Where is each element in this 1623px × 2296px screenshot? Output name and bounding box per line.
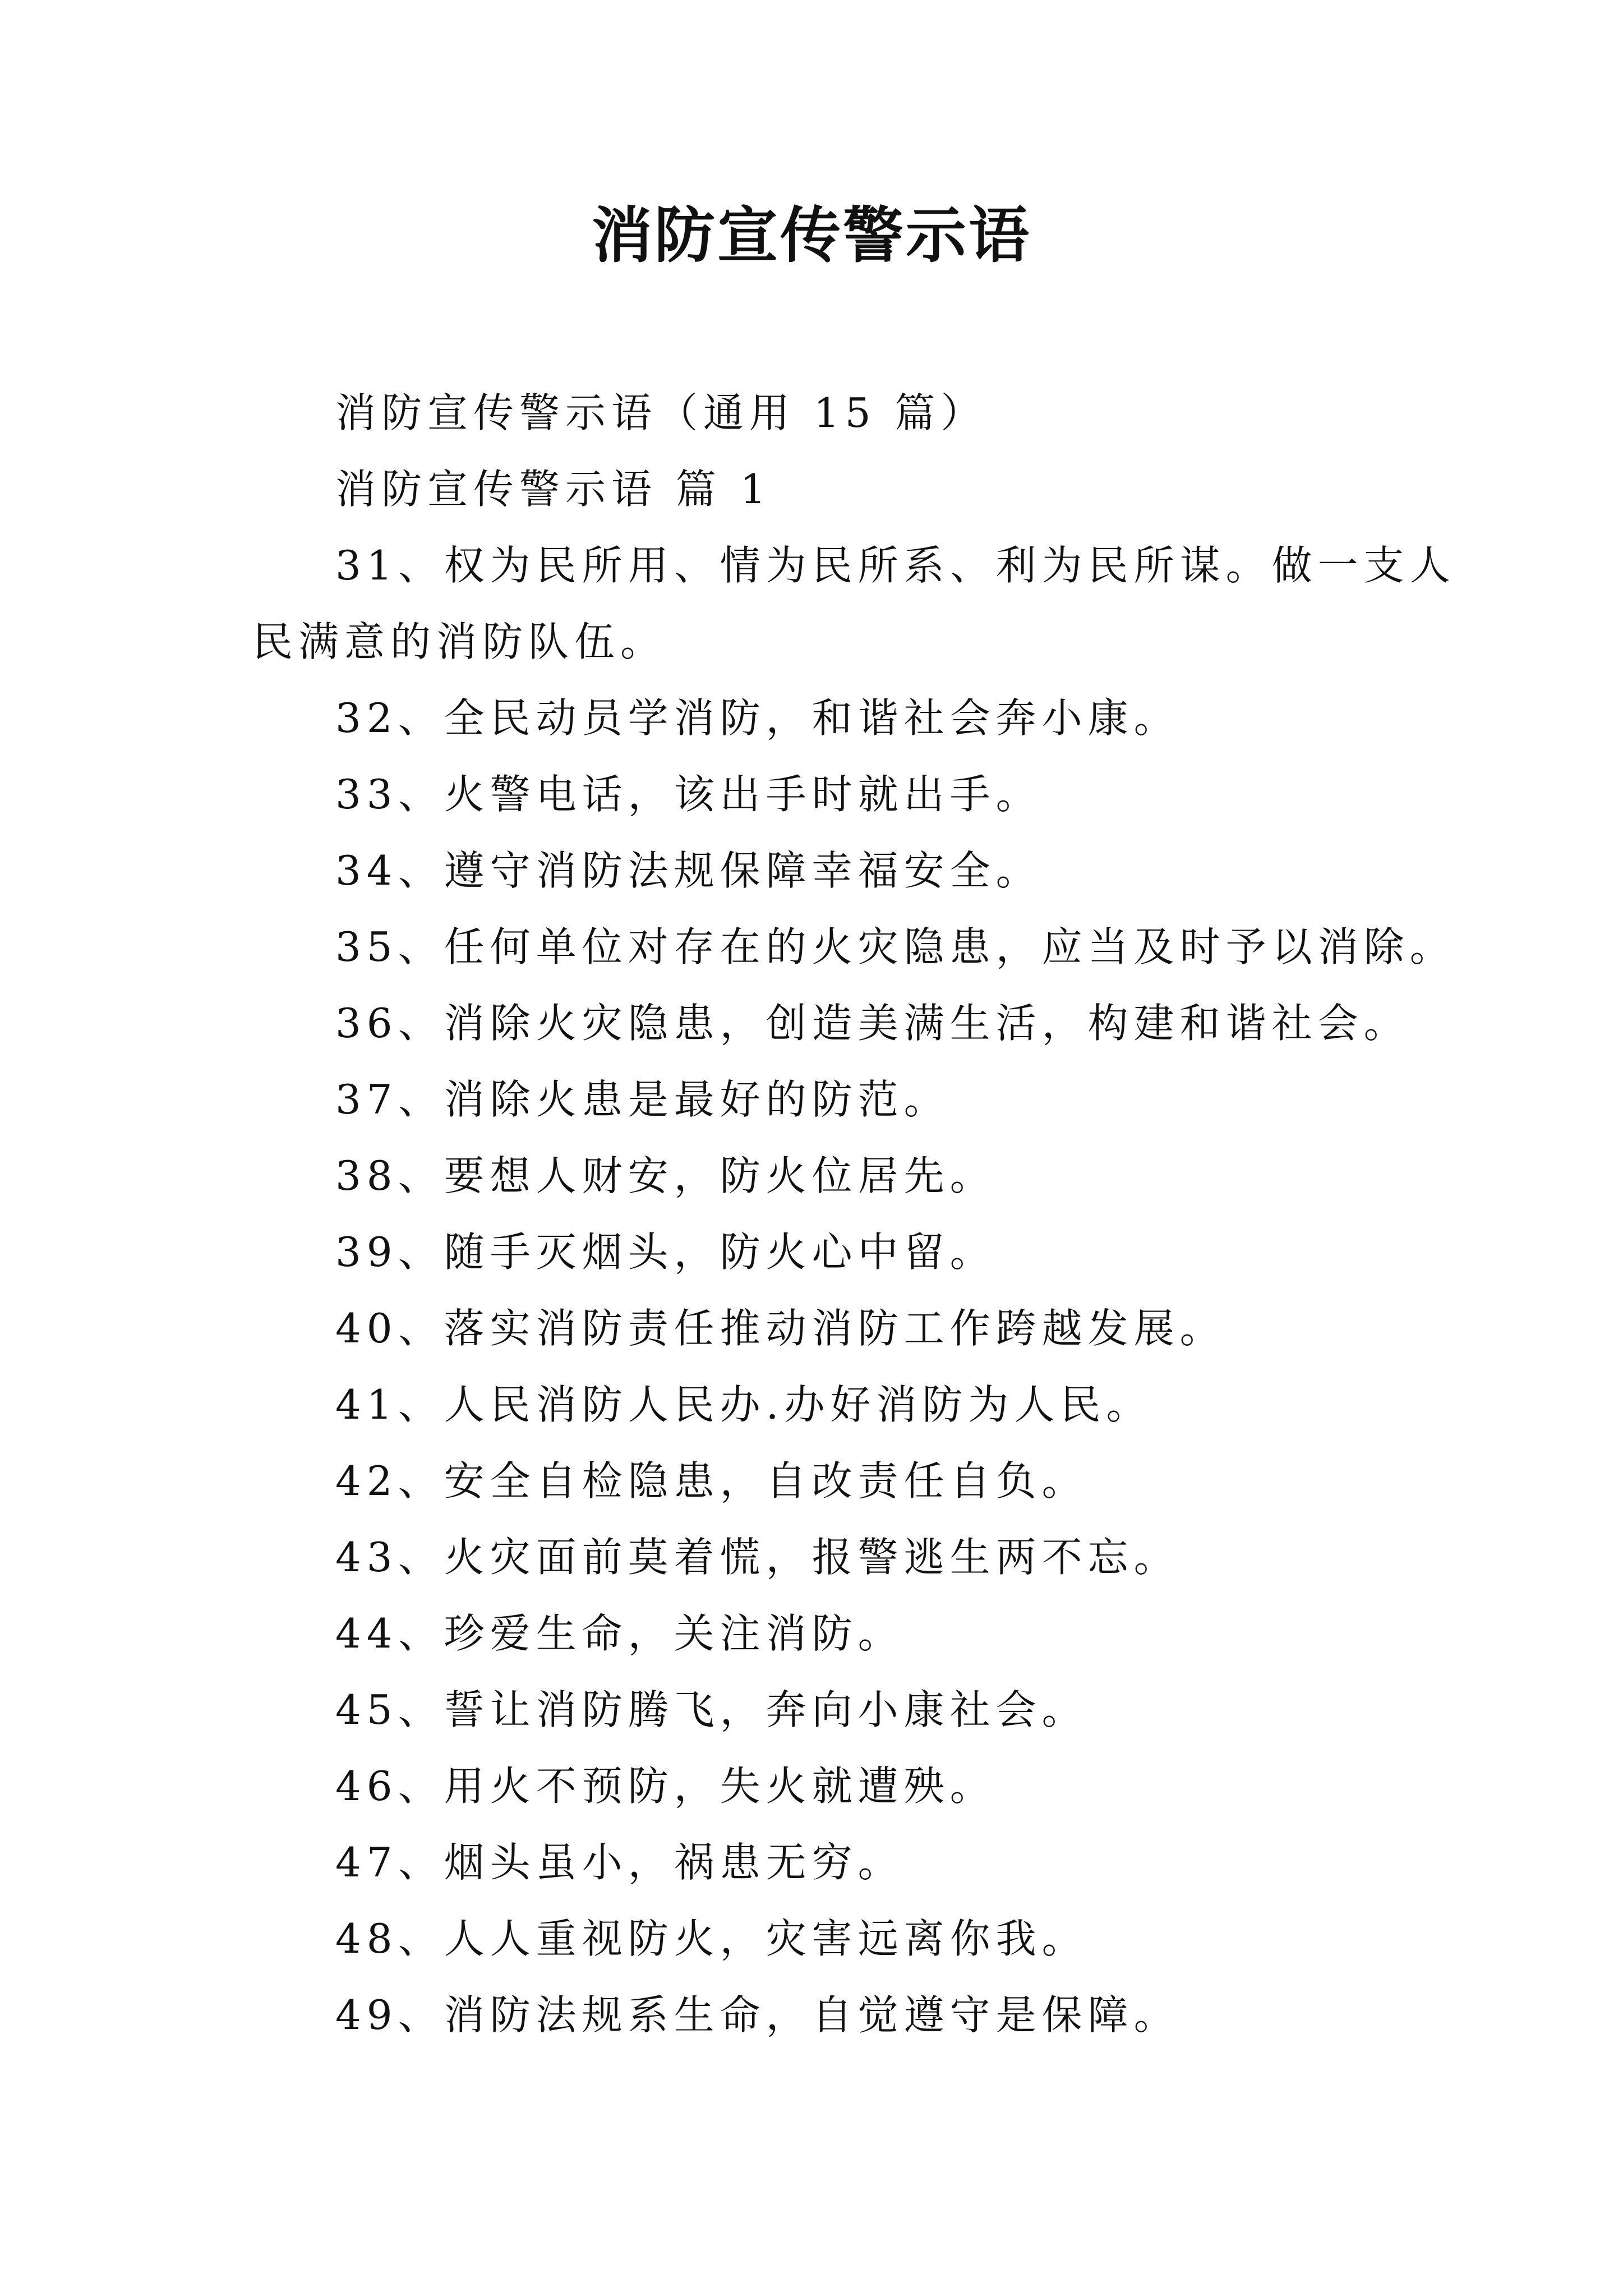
list-item: 47、烟头虽小，祸患无穷。 — [335, 1839, 904, 1886]
list-item: 41、人民消防人民办.办好消防为人民。 — [335, 1381, 1152, 1428]
list-item: 35、任何单位对存在的火灾隐患，应当及时予以消除。 — [335, 923, 1456, 970]
list-item: 45、誓让消防腾飞，奔向小康社会。 — [335, 1686, 1088, 1733]
list-item: 48、人人重视防火，灾害远离你我。 — [335, 1915, 1088, 1962]
document-title: 消防宣传警示语 — [591, 200, 1031, 271]
list-item: 40、落实消防责任推动消防工作跨越发展。 — [335, 1305, 1226, 1352]
list-item: 43、火灾面前莫着慌，报警逃生两不忘。 — [335, 1534, 1180, 1581]
list-item: 34、遵守消防法规保障幸福安全。 — [335, 847, 1042, 894]
list-item: 36、消除火灾隐患，创造美满生活，构建和谐社会。 — [335, 1000, 1410, 1047]
list-item: 32、全民动员学消防，和谐社会奔小康。 — [335, 694, 1180, 742]
list-item: 44、珍爱生命，关注消防。 — [335, 1610, 904, 1657]
list-item: 37、消除火患是最好的防范。 — [335, 1076, 950, 1123]
document-body — [252, 375, 1456, 2053]
list-item: 33、火警电话，该出手时就出手。 — [335, 771, 1042, 818]
list-item: 42、安全自检隐患，自改责任自负。 — [335, 1457, 1088, 1504]
list-item: 46、用火不预防，失火就遭殃。 — [335, 1763, 996, 1810]
list-item: 39、随手灭烟头，防火心中留。 — [335, 1228, 996, 1276]
item-31-line-1: 31、权为民所用、情为民所系、利为民所谋。做一支人 — [335, 542, 1456, 589]
section-heading: 消防宣传警示语 篇 1 — [335, 466, 772, 513]
subtitle: 消防宣传警示语（通用 15 篇） — [335, 389, 987, 436]
item-31-line-2: 民满意的消防队伍。 — [252, 618, 667, 665]
list-item: 49、消防法规系生命，自觉遵守是保障。 — [335, 1991, 1180, 2039]
list-item: 38、要想人财安，防火位居先。 — [335, 1152, 996, 1199]
